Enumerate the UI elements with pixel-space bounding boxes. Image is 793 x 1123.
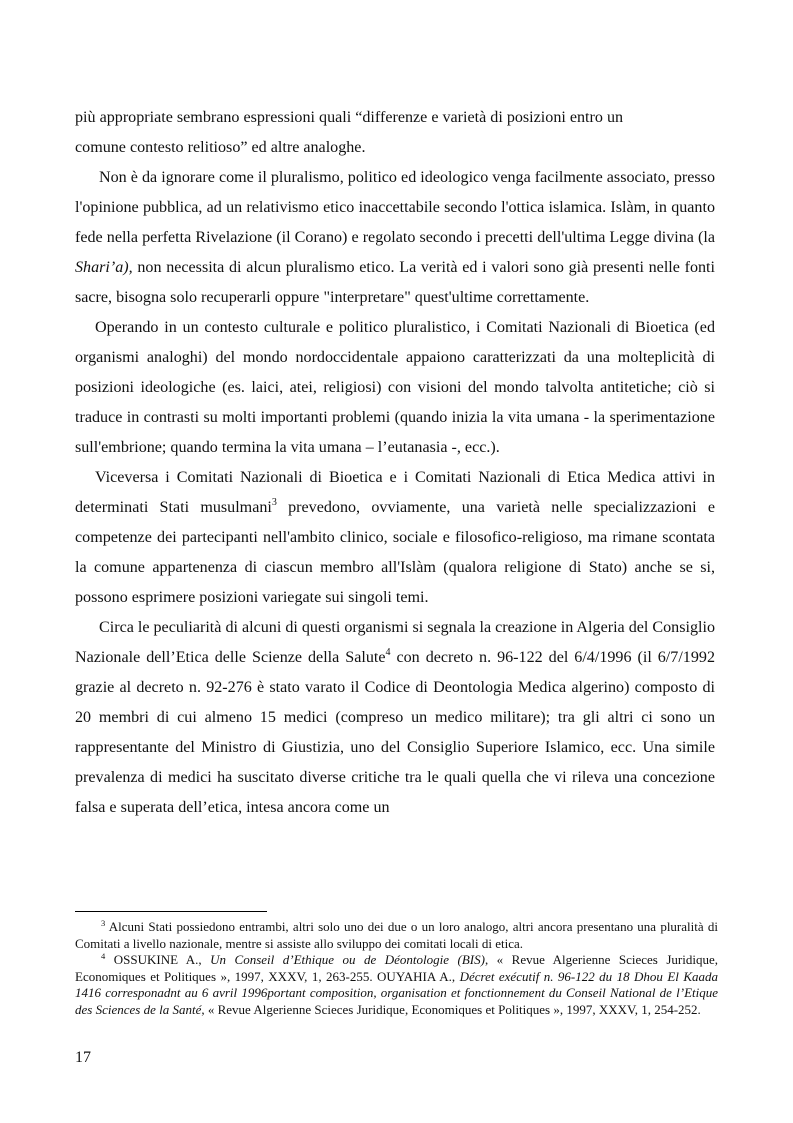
paragraph-2 xyxy=(75,163,715,313)
footnote-4-source-1: , « Revue Algerienne Scieces Juridique, Economiques et Politiques », 1997, XXXV, 1, 263-255. OUYAHIA A., xyxy=(75,952,718,984)
paragraph-1-line-2: comune contesto relitioso” ed altre analoghe. xyxy=(75,139,366,156)
body-text xyxy=(75,103,715,823)
paragraph-5 xyxy=(75,613,715,823)
footnote-ref-3[interactable]: 3 xyxy=(271,497,277,508)
footnote-4-text: OSSUKINE A., xyxy=(105,952,211,968)
footnote-4-title-2: Décret exécutif n. 96-122 du 18 Dhou El Kaada 1416 corresponadnt au 6 avril 1996portant composition, organisation et fonctionnement du Conseil National de l’Etique des Sciences de la Santé xyxy=(75,968,719,1017)
footnote-3-mark: 3 xyxy=(101,918,106,928)
paragraph-5-text: Circa le peculiarità di alcuni di questi organismi si segnala la creazione in Algeria del Consiglio Nazionale dell’Etica delle Scienze della Salute xyxy=(75,619,716,666)
footnote-4-mark: 4 xyxy=(101,951,106,962)
footnote-ref-4[interactable]: 4 xyxy=(385,647,391,658)
footnote-4-source-2: , « Revue Algerienne Scieces Juridique, Economiques et Politiques », 1997, XXXV, 1, 254-252. xyxy=(201,1001,701,1017)
footnote-3 xyxy=(75,919,718,952)
footnote-separator xyxy=(75,911,267,912)
paragraph-2-text-cont: non necessita di alcun pluralismo etico. La verità ed i valori sono già presenti nelle fonti sacre, bisogna solo recuperarli oppure "interpretare" quest'ultime correttamente. xyxy=(75,259,715,306)
footnote-4-title-1: Un Conseil d’Ethique ou de Déontologie (BIS) xyxy=(210,952,485,968)
paragraph-4-text: Viceversa i Comitati Nazionali di Bioetica e i Comitati Nazionali di Etica Medica attivi in determinati Stati musulmani xyxy=(75,469,715,516)
paragraph-3-text: Operando in un contesto culturale e politico pluralistico, i Comitati Nazionali di Bioetica (ed organismi analoghi) del mondo nordoccidentale appaiono caratterizzati da una molteplicità di posizioni ideologiche (es. laici, atei, religiosi) con visioni del mondo talvolta antitetiche; ciò si traduce in contrasti su molti importanti problemi (quando inizia la vita umana - la sperimentazione sull'embrione; quando termina la vita umana – l’eutanasia -, ecc.). xyxy=(75,319,715,456)
paragraph-1-line-1: più appropriate sembrano espressioni quali “differenze e varietà di posizioni entro un xyxy=(75,109,624,126)
paragraph-3 xyxy=(75,313,715,463)
paragraph-4-text-cont: prevedono, ovviamente, una varietà nelle specializzazioni e competenze dei partecipanti nell'ambito clinico, sociale e filosofico-religioso, ma rimane scontata la comune appartenenza di ciascun membro all'Islàm (qualora religione di Stato) anche se si, possono esprimere posizioni variegate sui singoli temi. xyxy=(75,499,715,606)
footnote-4 xyxy=(75,952,718,1018)
paragraph-1 xyxy=(75,103,715,163)
footnotes xyxy=(75,919,718,1019)
paragraph-2-text: Non è da ignorare come il pluralismo, politico ed ideologico venga facilmente associato, presso l'opinione pubblica, ad un relativismo etico inaccettabile secondo l'ottica islamica. Islàm, in quanto fede nella perfetta Rivelazione (il Corano) e regolato secondo i precetti dell'ultima Legge divina (la xyxy=(75,169,715,246)
paragraph-2-sharia-term: Shari’a), xyxy=(75,259,133,276)
page-number: 17 xyxy=(75,1049,91,1066)
paragraph-4 xyxy=(75,463,715,613)
paragraph-5-text-cont: con decreto n. 96-122 del 6/4/1996 (il 6/7/1992 grazie al decreto n. 92-276 è stato varato il Codice di Deontologia Medica algerino) composto di 20 membri di cui almeno 15 medici (compreso un medico militare); tra gli altri ci sono un rappresentante del Ministro di Giustizia, uno del Consiglio Superiore Islamico, ecc. Una simile prevalenza di medici ha suscitato diverse critiche tra le quali quella che vi rileva una concezione falsa e superata dell’etica, intesa ancora come un xyxy=(75,649,715,816)
footnote-3-text: Alcuni Stati possiedono entrambi, altri solo uno dei due o un loro analogo, altri ancora presentano una pluralità di Comitati a livello nazionale, mentre si assiste allo sviluppo dei comitati locali di etica. xyxy=(75,919,718,951)
